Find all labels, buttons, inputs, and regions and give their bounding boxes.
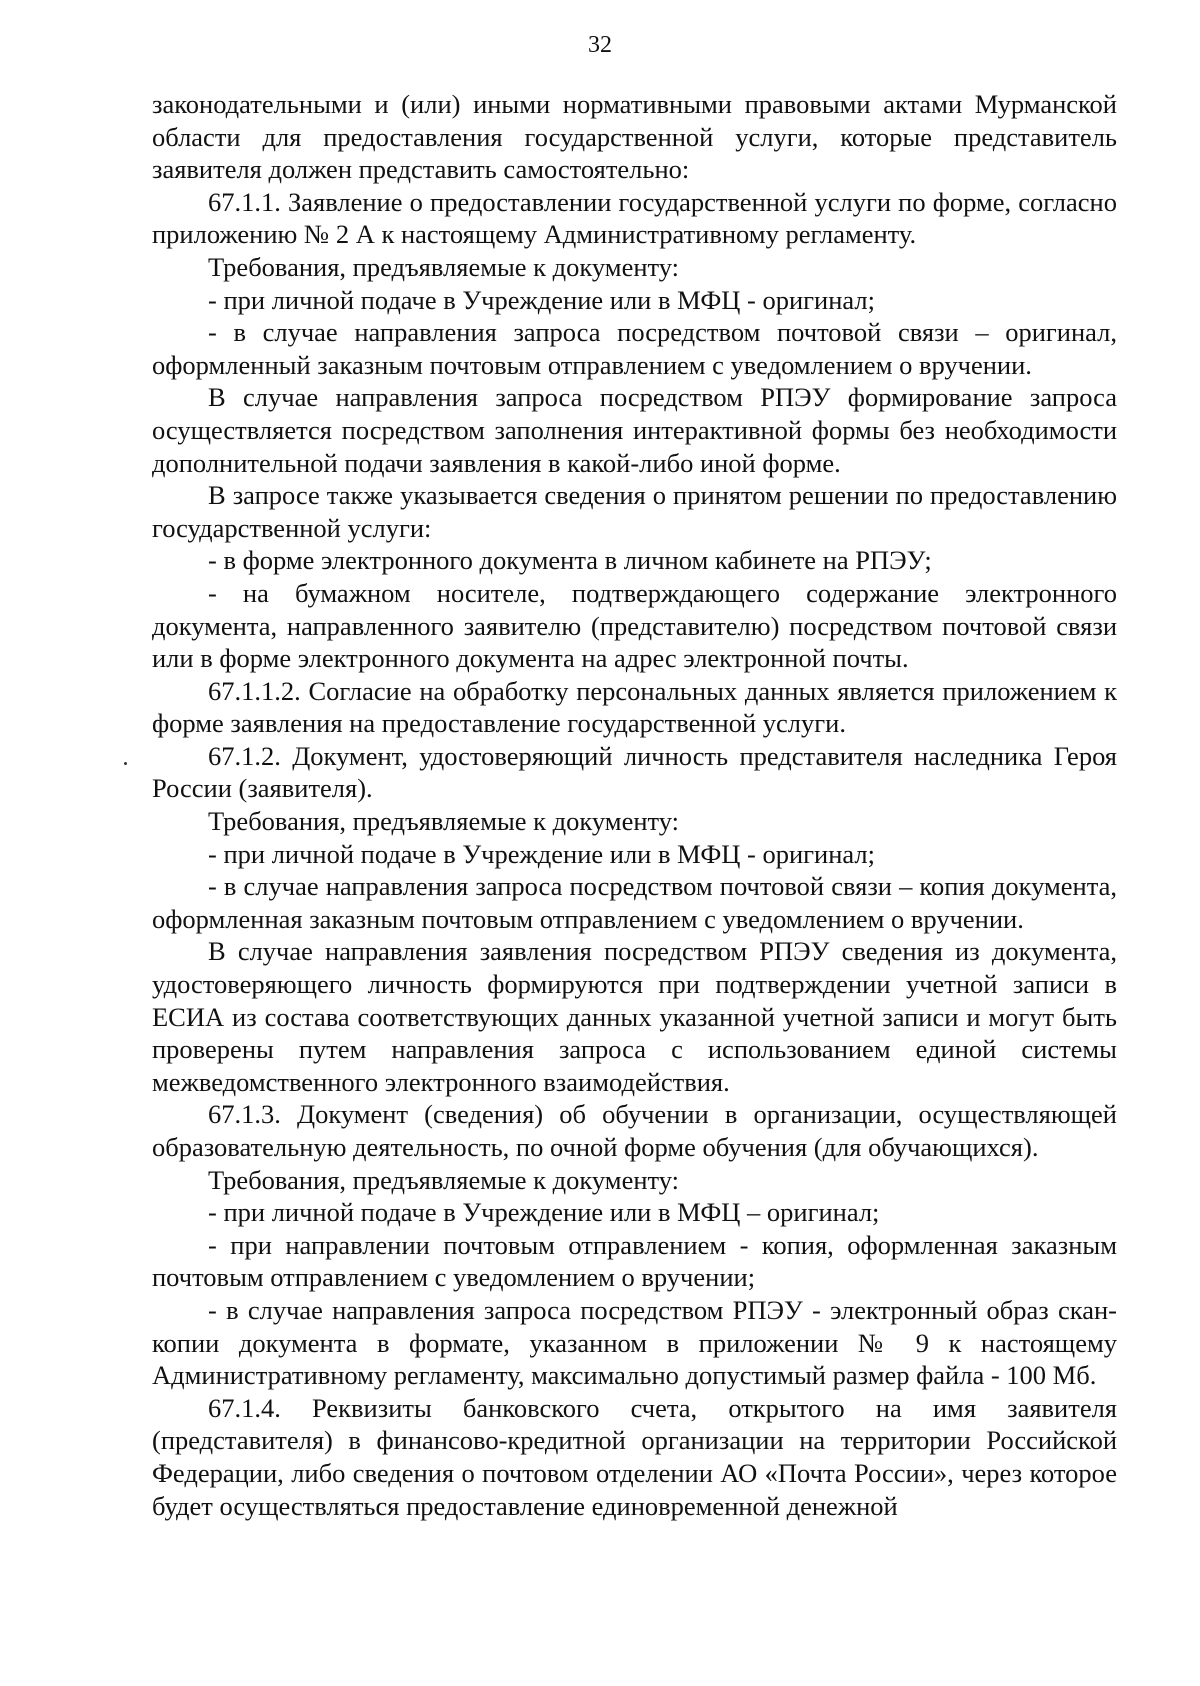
paragraph-rpeu-request: В случае направления запроса посредством РПЭУ формирование запроса осуществляется посредством заполнения интерактивной формы без необходимости дополнительной подачи заявления в какой-либо иной форме. <box>152 382 1117 478</box>
paragraph-decision-info: В запросе также указывается сведения о принятом решении по предоставлению государственной услуги: <box>152 480 1117 543</box>
paragraph-requirements-heading: Требования, предъявляемые к документу: <box>208 1164 680 1195</box>
paragraph-67-1-1: 67.1.1. Заявление о предоставлении государственной услуги по форме, согласно приложению № 2 А к настоящему Административному регламенту. <box>152 186 1117 250</box>
paragraph-requirements-heading: Требования, предъявляемые к документу: <box>208 251 680 282</box>
paragraph-requirements-heading: Требования, предъявляемые к документу: <box>208 806 680 837</box>
page-number: 32 <box>588 32 612 58</box>
document-body <box>152 88 1117 1522</box>
paragraph-list-item: - в форме электронного документа в личном кабинете на РПЭУ; <box>208 545 932 576</box>
scan-speck <box>124 762 127 765</box>
paragraph-continuation: законодательными и (или) иными нормативными правовыми актами Мурманской области для предоставления государственной услуги, которые представитель заявителя должен представить самостоятельно: <box>152 89 1117 185</box>
paragraph-list-item: - в случае направления запроса посредством РПЭУ - электронный образ скан-копии документа в формате, указанном в приложении № 9 к настоящему Административному регламенту, максимально допустимый размер файла - 100 Мб. <box>152 1294 1117 1391</box>
paragraph-67-1-2: 67.1.2. Документ, удостоверяющий личность представителя наследника Героя России (заявителя). <box>152 740 1117 804</box>
paragraph-67-1-1-2: 67.1.1.2. Согласие на обработку персональных данных является приложением к форме заявления на предоставление государственной услуги. <box>152 675 1117 739</box>
paragraph-list-item: - при личной подаче в Учреждение или в МФЦ - оригинал; <box>208 838 875 869</box>
paragraph-list-item: - на бумажном носителе, подтверждающего содержание электронного документа, направленного заявителю (представителю) посредством почтовой связи или в форме электронного документа на адрес электронной почты. <box>152 577 1117 674</box>
paragraph-list-item: - в случае направления запроса посредством почтовой связи – оригинал, оформленный заказным почтовым отправлением с уведомлением о вручении. <box>152 317 1117 380</box>
paragraph-67-1-3: 67.1.3. Документ (сведения) об обучении в организации, осуществляющей образовательную деятельность, по очной форме обучения (для обучающихся). <box>152 1099 1117 1162</box>
paragraph-list-item: - при направлении почтовым отправлением - копия, оформленная заказным почтовым отправлением с уведомлением о вручении; <box>152 1229 1117 1293</box>
paragraph-rpeu-identity: В случае направления заявления посредством РПЭУ сведения из документа, удостоверяющего личность формируются при подтверждении учетной записи в ЕСИА из состава соответствующих данных указанной учетной записи и могут быть проверены путем направления запроса с использованием единой системы межведомственного электронного взаимодействия. <box>152 936 1117 1097</box>
paragraph-67-1-4: 67.1.4. Реквизиты банковского счета, открытого на имя заявителя (представителя) в финансово-кредитной организации на территории Российской Федерации, либо сведения о почтовом отделении АО «Почта России», через которое будет осуществляться предоставление единовременной денежной <box>152 1392 1117 1521</box>
paragraph-list-item: - при личной подаче в Учреждение или в МФЦ - оригинал; <box>208 284 875 315</box>
paragraph-list-item: - при личной подаче в Учреждение или в МФЦ – оригинал; <box>208 1197 880 1228</box>
paragraph-list-item: - в случае направления запроса посредством почтовой связи – копия документа, оформленная заказным почтовым отправлением с уведомлением о вручении. <box>152 871 1117 934</box>
